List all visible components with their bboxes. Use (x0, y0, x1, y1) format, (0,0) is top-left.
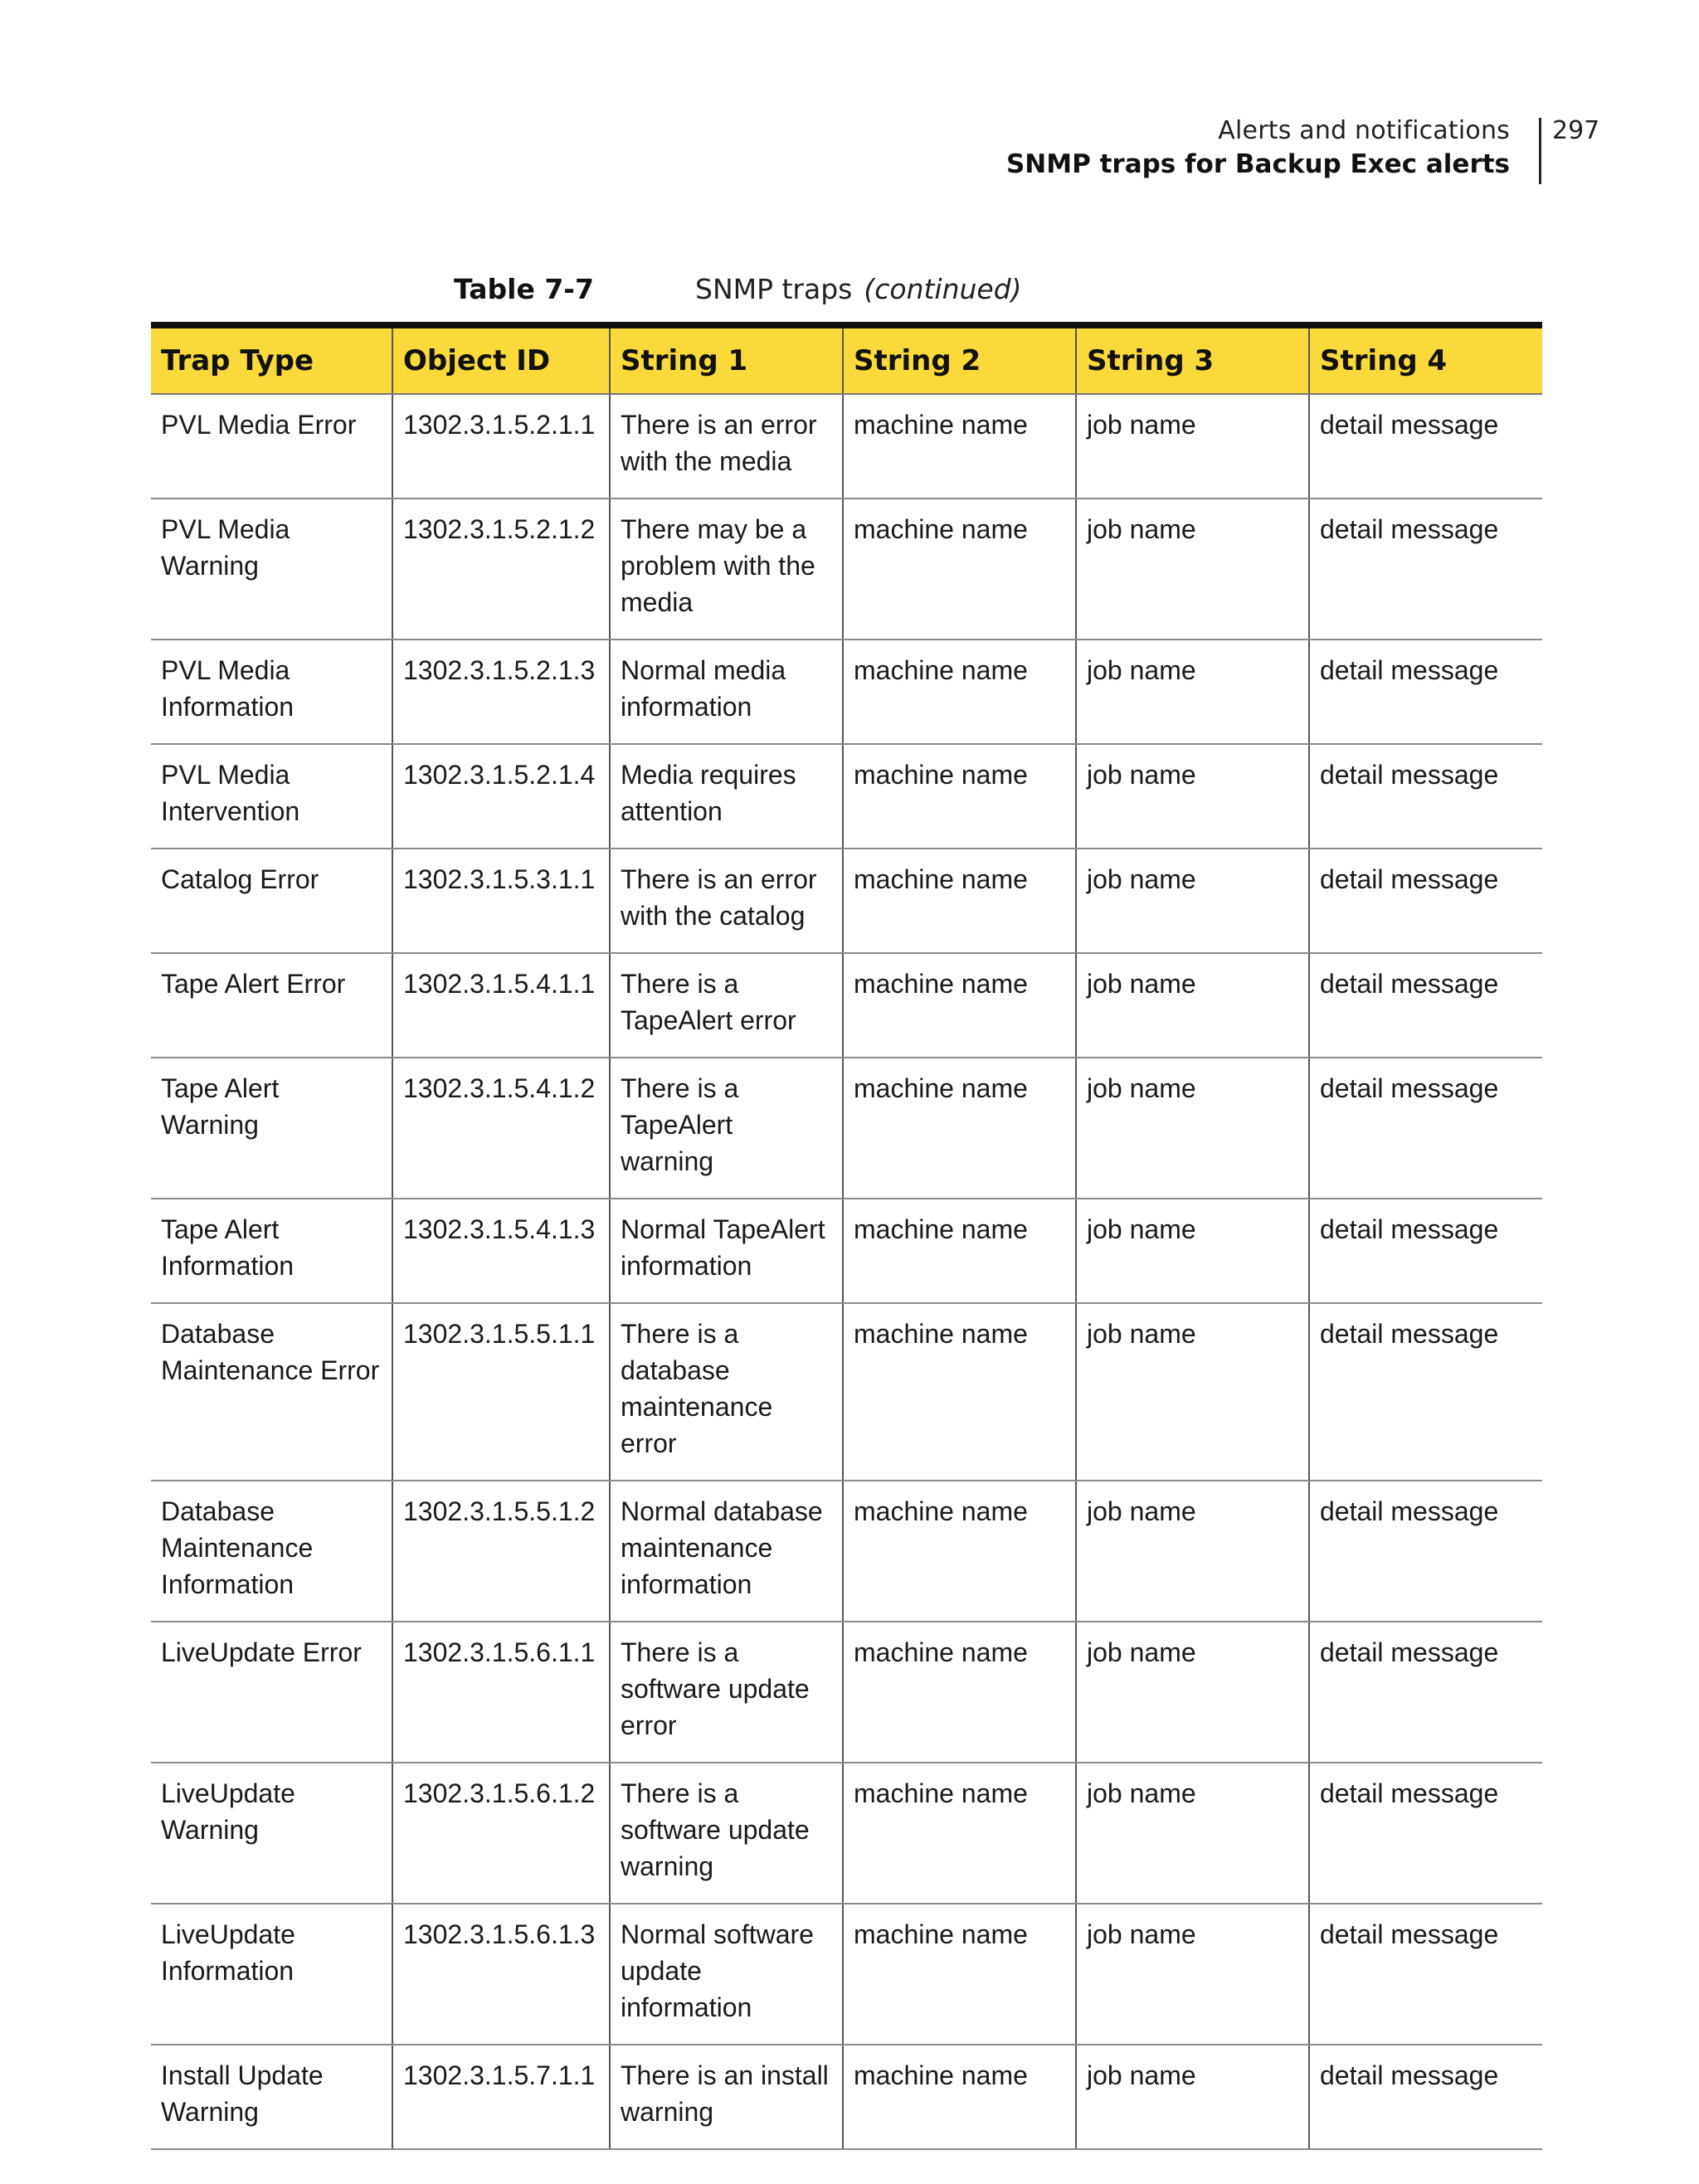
cell-object-id: 1302.3.1.5.3.1.1 (392, 849, 610, 953)
table-continued-label: (continued) (864, 273, 1022, 305)
column-header-object-id: Object ID (392, 325, 610, 394)
cell-string-4: detail message (1309, 953, 1542, 1058)
column-header-string-4: String 4 (1309, 325, 1542, 394)
cell-string-3: job name (1076, 2045, 1309, 2149)
cell-string-4: detail message (1309, 1481, 1542, 1622)
cell-trap-type: Install Update Warning (151, 2045, 392, 2149)
chapter-title: Alerts and notifications (1218, 116, 1510, 145)
cell-trap-type: PVL Media Error (151, 394, 392, 499)
cell-string-4: detail message (1309, 1058, 1542, 1199)
table-body (151, 394, 1542, 2149)
cell-string-4: detail message (1309, 744, 1542, 849)
cell-object-id: 1302.3.1.5.6.1.2 (392, 1763, 610, 1904)
cell-string-4: detail message (1309, 394, 1542, 499)
table-title-text: SNMP traps (695, 273, 853, 305)
snmp-traps-table-container (151, 322, 1542, 2150)
cell-string-4: detail message (1309, 1763, 1542, 1904)
cell-string-3: job name (1076, 1904, 1309, 2045)
cell-object-id: 1302.3.1.5.6.1.3 (392, 1904, 610, 2045)
cell-string-4: detail message (1309, 640, 1542, 744)
table-caption (0, 270, 1699, 309)
table-number: Table 7-7 (454, 273, 594, 305)
cell-trap-type: Catalog Error (151, 849, 392, 953)
column-header-trap-type: Trap Type (151, 325, 392, 394)
cell-string-1: There is a TapeAlert error (610, 953, 843, 1058)
cell-string-1: Normal media information (610, 640, 843, 744)
cell-string-4: detail message (1309, 1904, 1542, 2045)
cell-string-3: job name (1076, 1303, 1309, 1481)
cell-string-2: machine name (843, 1481, 1076, 1622)
cell-object-id: 1302.3.1.5.4.1.1 (392, 953, 610, 1058)
cell-string-3: job name (1076, 1199, 1309, 1303)
cell-string-2: machine name (843, 953, 1076, 1058)
cell-string-2: machine name (843, 1058, 1076, 1199)
cell-string-4: detail message (1309, 2045, 1542, 2149)
cell-trap-type: Tape Alert Error (151, 953, 392, 1058)
cell-string-2: machine name (843, 1904, 1076, 2045)
cell-string-3: job name (1076, 499, 1309, 640)
cell-object-id: 1302.3.1.5.7.1.1 (392, 2045, 610, 2149)
table-row (151, 1763, 1542, 1904)
table-row (151, 1199, 1542, 1303)
cell-object-id: 1302.3.1.5.5.1.1 (392, 1303, 610, 1481)
column-header-string-1: String 1 (610, 325, 843, 394)
cell-string-4: detail message (1309, 1303, 1542, 1481)
cell-string-3: job name (1076, 1622, 1309, 1763)
table-row (151, 2045, 1542, 2149)
cell-object-id: 1302.3.1.5.2.1.3 (392, 640, 610, 744)
table-title (695, 270, 1022, 309)
cell-string-1: Normal software update information (610, 1904, 843, 2045)
cell-string-3: job name (1076, 1058, 1309, 1199)
cell-string-3: job name (1076, 1481, 1309, 1622)
cell-string-2: machine name (843, 640, 1076, 744)
cell-string-3: job name (1076, 394, 1309, 499)
table-row (151, 1904, 1542, 2045)
cell-string-1: Media requires attention (610, 744, 843, 849)
section-title: SNMP traps for Backup Exec alerts (1005, 149, 1510, 179)
cell-trap-type: LiveUpdate Warning (151, 1763, 392, 1904)
cell-string-3: job name (1076, 849, 1309, 953)
cell-string-2: machine name (843, 1763, 1076, 1904)
cell-object-id: 1302.3.1.5.4.1.2 (392, 1058, 610, 1199)
cell-trap-type: LiveUpdate Error (151, 1622, 392, 1763)
cell-object-id: 1302.3.1.5.4.1.3 (392, 1199, 610, 1303)
cell-trap-type: PVL Media Warning (151, 499, 392, 640)
cell-string-2: machine name (843, 499, 1076, 640)
snmp-traps-table (151, 322, 1542, 2150)
cell-string-2: machine name (843, 2045, 1076, 2149)
cell-string-2: machine name (843, 394, 1076, 499)
table-row (151, 953, 1542, 1058)
table-row (151, 499, 1542, 640)
cell-trap-type: PVL Media Information (151, 640, 392, 744)
cell-string-2: machine name (843, 1622, 1076, 1763)
table-row (151, 849, 1542, 953)
cell-string-1: There is a software update error (610, 1622, 843, 1763)
cell-trap-type: LiveUpdate Information (151, 1904, 392, 2045)
cell-string-4: detail message (1309, 849, 1542, 953)
cell-string-3: job name (1076, 953, 1309, 1058)
cell-object-id: 1302.3.1.5.2.1.2 (392, 499, 610, 640)
column-header-string-3: String 3 (1076, 325, 1309, 394)
table-row (151, 1622, 1542, 1763)
column-header-string-2: String 2 (843, 325, 1076, 394)
cell-trap-type: Tape Alert Warning (151, 1058, 392, 1199)
cell-object-id: 1302.3.1.5.6.1.1 (392, 1622, 610, 1763)
cell-trap-type: Tape Alert Information (151, 1199, 392, 1303)
table-row (151, 1303, 1542, 1481)
cell-string-2: machine name (843, 1199, 1076, 1303)
cell-string-1: There is an error with the catalog (610, 849, 843, 953)
page-number: 297 (1552, 116, 1600, 145)
cell-object-id: 1302.3.1.5.2.1.4 (392, 744, 610, 849)
cell-string-4: detail message (1309, 1622, 1542, 1763)
cell-string-1: There is a database maintenance error (610, 1303, 843, 1481)
table-header-row (151, 325, 1542, 394)
cell-string-1: There is a software update warning (610, 1763, 843, 1904)
cell-object-id: 1302.3.1.5.2.1.1 (392, 394, 610, 499)
cell-string-1: There is a TapeAlert warning (610, 1058, 843, 1199)
cell-string-1: There is an error with the media (610, 394, 843, 499)
cell-string-1: Normal TapeAlert information (610, 1199, 843, 1303)
table-row (151, 1481, 1542, 1622)
table-row (151, 744, 1542, 849)
table-row (151, 640, 1542, 744)
header-divider (1539, 118, 1541, 184)
cell-string-4: detail message (1309, 1199, 1542, 1303)
table-row (151, 1058, 1542, 1199)
cell-string-2: machine name (843, 744, 1076, 849)
cell-trap-type: PVL Media Intervention (151, 744, 392, 849)
cell-string-3: job name (1076, 744, 1309, 849)
cell-trap-type: Database Maintenance Information (151, 1481, 392, 1622)
cell-string-1: There may be a problem with the media (610, 499, 843, 640)
running-header (0, 114, 1525, 181)
cell-string-2: machine name (843, 849, 1076, 953)
cell-string-3: job name (1076, 1763, 1309, 1904)
cell-string-2: machine name (843, 1303, 1076, 1481)
cell-string-4: detail message (1309, 499, 1542, 640)
cell-object-id: 1302.3.1.5.5.1.2 (392, 1481, 610, 1622)
table-row (151, 394, 1542, 499)
cell-string-3: job name (1076, 640, 1309, 744)
cell-string-1: Normal database maintenance information (610, 1481, 843, 1622)
cell-string-1: There is an install warning (610, 2045, 843, 2149)
cell-trap-type: Database Maintenance Error (151, 1303, 392, 1481)
